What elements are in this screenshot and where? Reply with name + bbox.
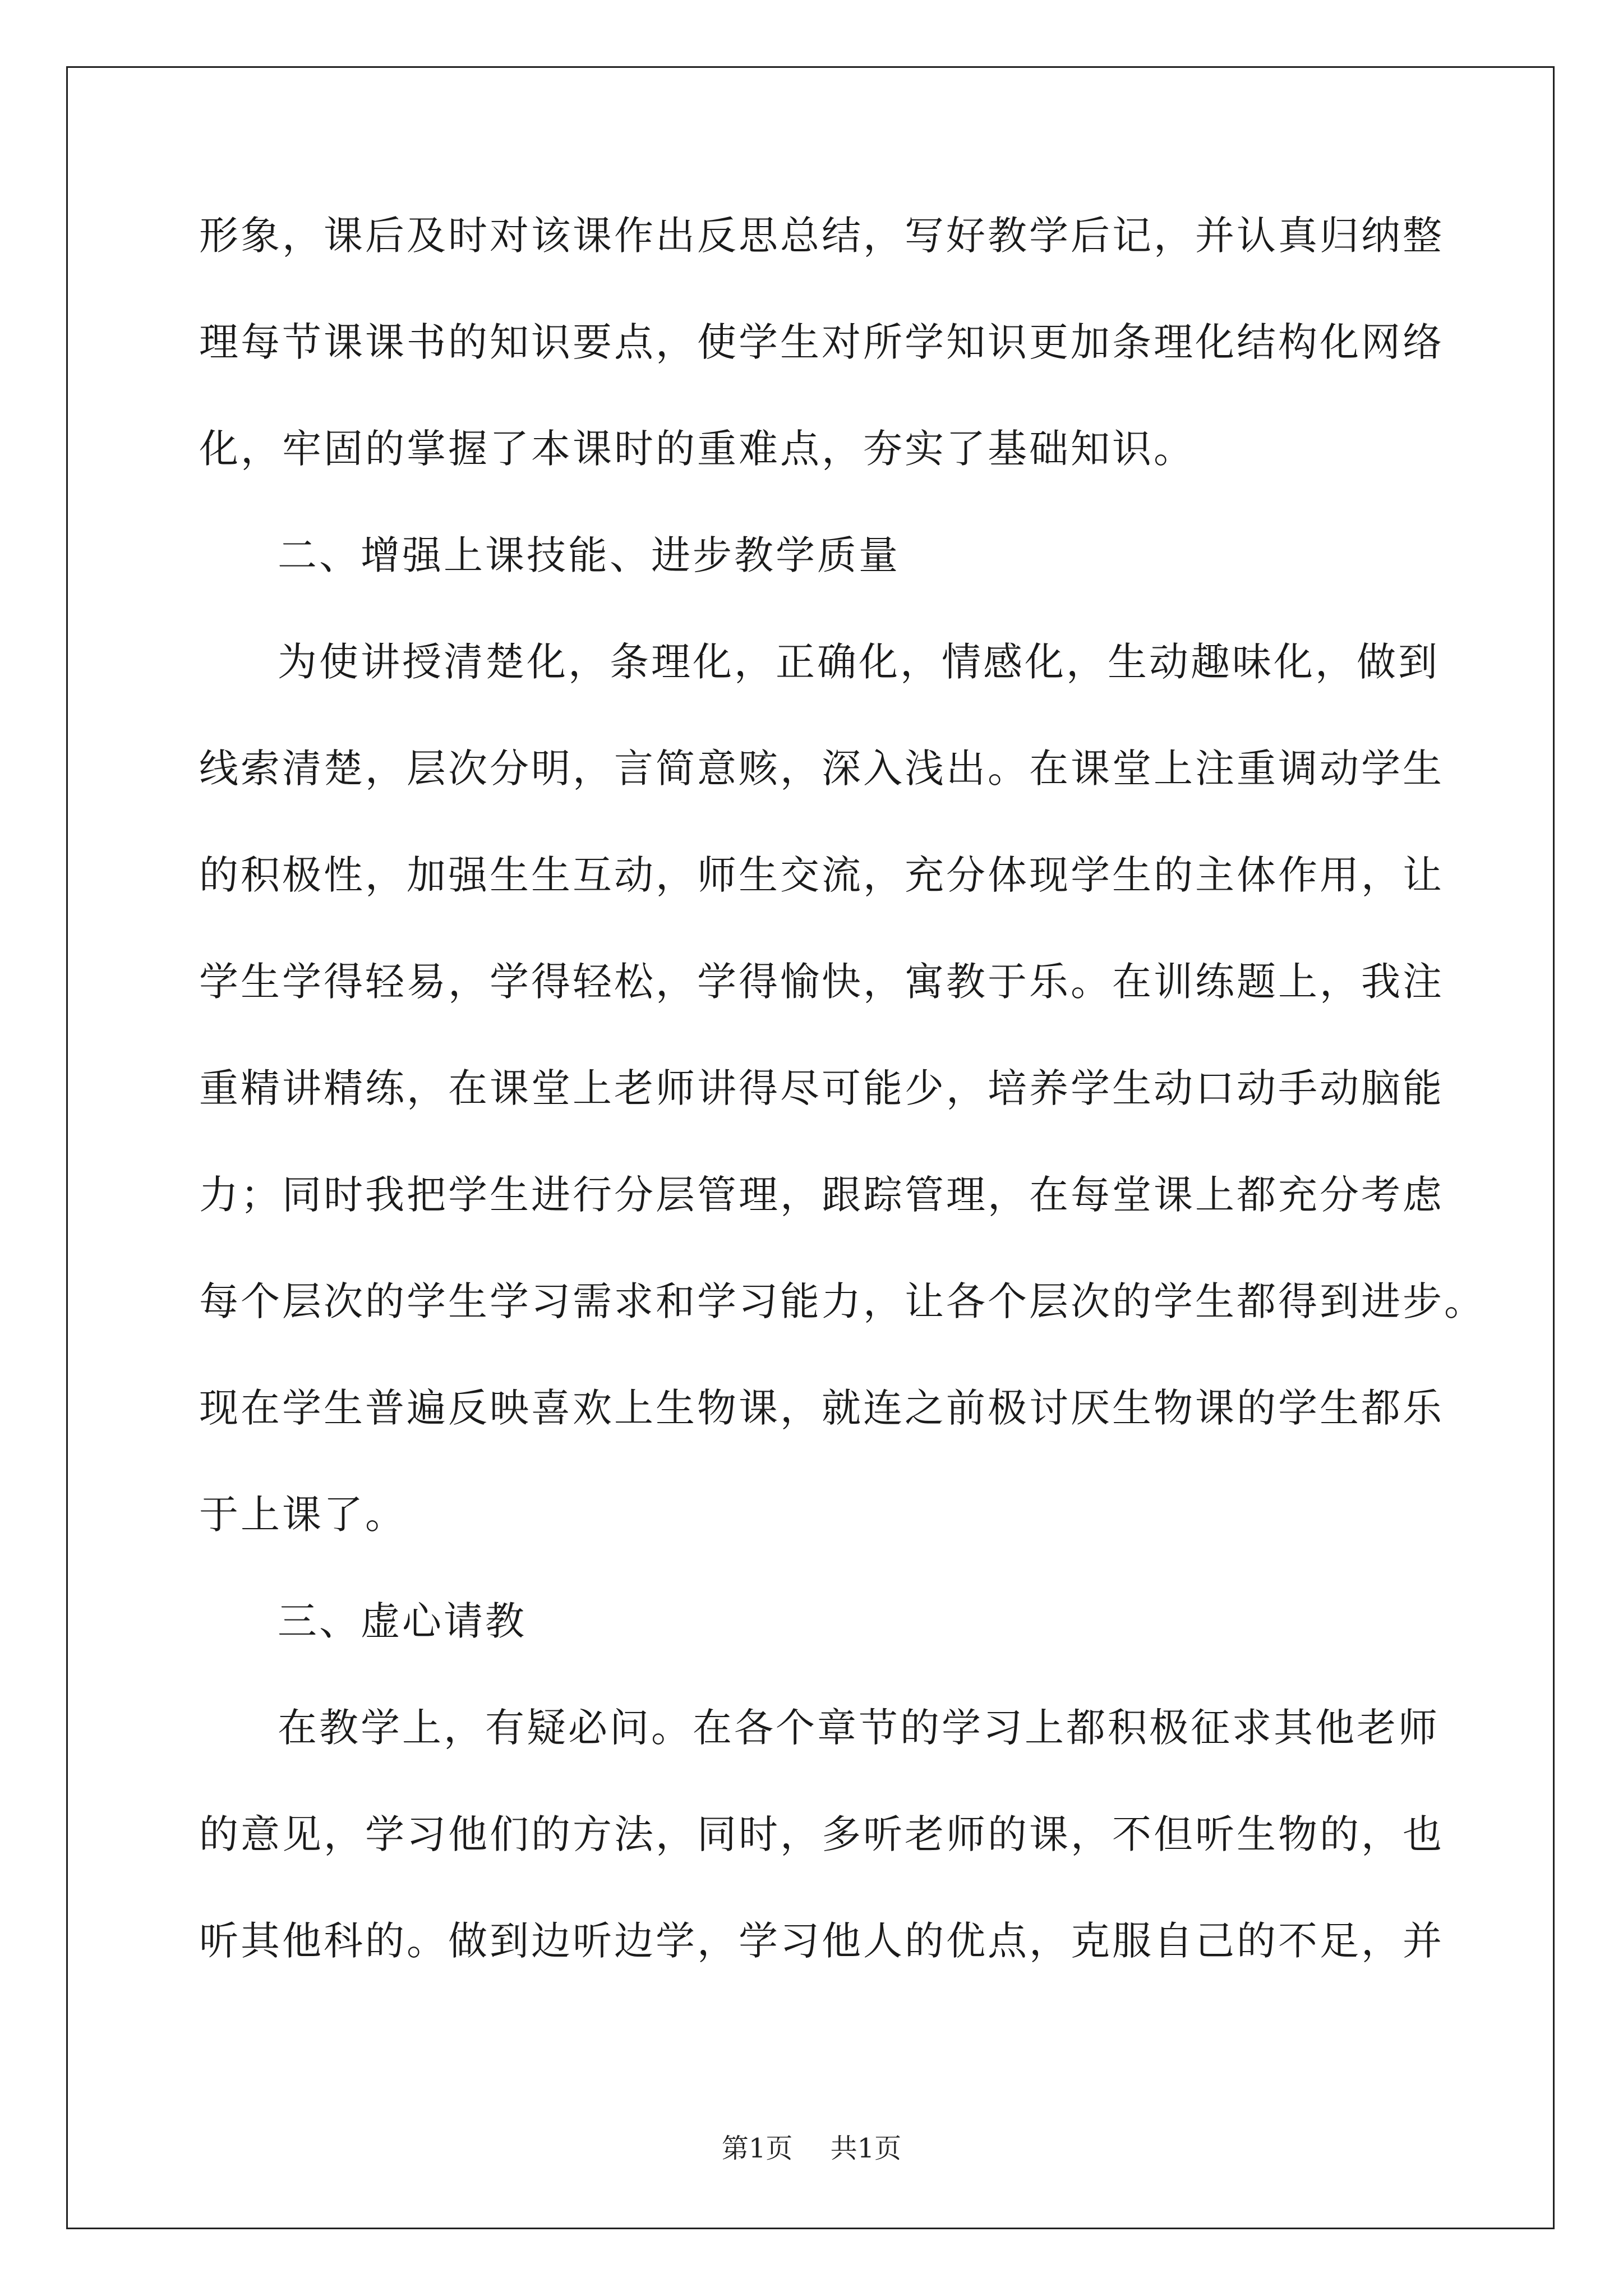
text-line: 在教学上，有疑必问。在各个章节的学习上都积极征求其他老师 <box>278 1705 1440 1751</box>
text-line: 力；同时我把学生进行分层管理，跟踪管理，在每堂课上都充分考虑 <box>199 1172 1444 1218</box>
text-line: 重精讲精练，在课堂上老师讲得尽可能少，培养学生动口动手动脑能 <box>199 1065 1444 1111</box>
section-heading-3: 三、虚心请教 <box>278 1598 527 1644</box>
text-line: 的积极性，加强生生互动，师生交流，充分体现学生的主体作用，让 <box>199 852 1444 898</box>
text-line: 线索清楚，层次分明，言简意赅，深入浅出。在课堂上注重调动学生 <box>199 746 1444 792</box>
text-line: 化，牢固的掌握了本课时的重难点，夯实了基础知识。 <box>199 426 1195 472</box>
text-line: 于上课了。 <box>199 1492 407 1538</box>
page-border <box>66 66 1555 2229</box>
page-number-total: 共1页 <box>830 2133 902 2164</box>
text-line: 听其他科的。做到边听边学，学习他人的优点，克服自己的不足，并 <box>199 1918 1444 1964</box>
text-line: 学生学得轻易，学得轻松，学得愉快，寓教于乐。在训练题上，我注 <box>199 959 1444 1005</box>
page-number-current: 第1页 <box>721 2133 793 2164</box>
text-line: 理每节课课书的知识要点，使学生对所学知识更加条理化结构化网络 <box>199 319 1444 365</box>
text-line: 现在学生普遍反映喜欢上生物课，就连之前极讨厌生物课的学生都乐 <box>199 1385 1444 1431</box>
page-footer <box>0 2132 1623 2165</box>
text-line: 为使讲授清楚化，条理化，正确化，情感化，生动趣味化，做到 <box>278 639 1440 685</box>
text-line: 的意见，学习他们的方法，同时，多听老师的课，不但听生物的，也 <box>199 1811 1444 1857</box>
section-heading-2: 二、增强上课技能、进步教学质量 <box>278 532 900 578</box>
text-line: 每个层次的学生学习需求和学习能力，让各个层次的学生都得到进步。 <box>199 1278 1486 1324</box>
text-line: 形象，课后及时对该课作出反思总结，写好教学后记，并认真归纳整 <box>199 213 1444 259</box>
